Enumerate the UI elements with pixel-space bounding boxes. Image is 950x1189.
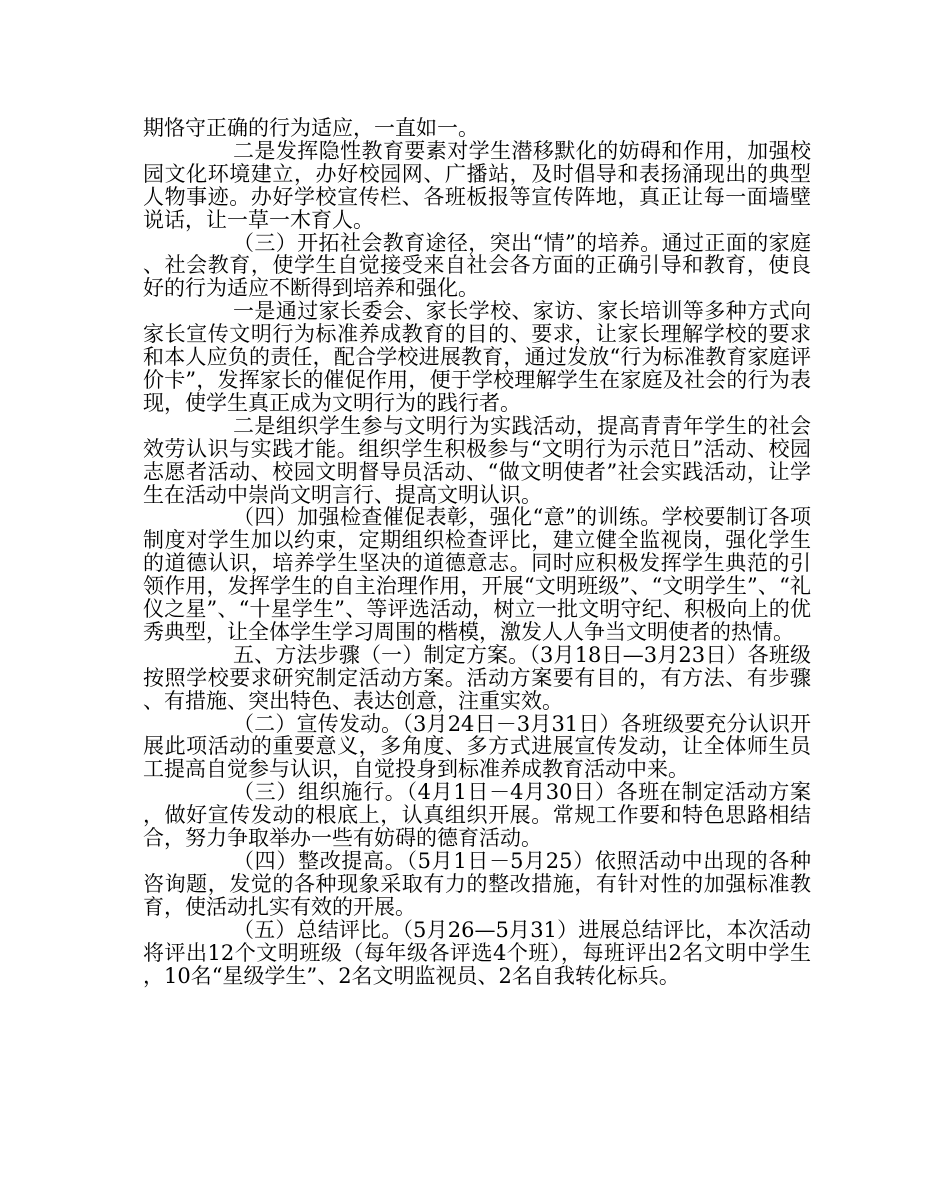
paragraph-practice-activities: 二是组织学生参与文明行为实践活动，提高青青年学生的社会效劳认识与实践才能。组织学生积极参与“文明行为示范日”活动、校园志愿者活动、校园文明督导员活动、“做文明使者”社会实践活动，让学生在活动中崇尚文明言行、提高文明认识。	[143, 413, 811, 507]
paragraph-continuation: 期恪守正确的行为适应，一直如一。	[143, 116, 479, 140]
paragraph-social-education: （三）开拓社会教育途径，突出“情”的培养。通过正面的家庭、社会教育，使学生自觉接受来自社会各方面的正确引导和教育，使良好的行为适应不断得到培养和强化。	[143, 230, 811, 301]
paragraph-inspection-commendation: （四）加强检查催促表彰，强化“意”的训练。学校要制订各项制度对学生加以约束，定期组织检查评比，建立健全监视岗，强化学生的道德认识，培养学生坚决的道德意志。同时应积极发挥学生典范的引领作用，发挥学生的自主治理作用，开展“文明班级”、“文明学生”、“礼仪之星”、“十星学生”、等评选活动，树立一批文明守纪、积极向上的优秀典型，让全体学生学习周围的楷模，激发人人争当文明使者的热情。	[143, 505, 811, 644]
paragraph-step-rectification: （四）整改提高。（5月1日－5月25）依照活动中出现的各种咨询题，发觉的各种现象采取有力的整改措施，有针对性的加强标准教育，使活动扎实有效的开展。	[143, 849, 811, 919]
paragraph-hidden-education: 二是发挥隐性教育要素对学生潜移默化的妨碍和作用，加强校园文化环境建立，办好校园网、广播站，及时倡导和表扬涌现出的典型人物事迹。办好学校宣传栏、各班板报等宣传阵地，真正让每一面墙壁说话，让一草一木育人。	[143, 138, 811, 232]
paragraph-parent-committee: 一是通过家长委会、家长学校、家访、家长培训等多种方式向家长宣传文明行为标准养成教育的目的、要求，让家长理解学校的要求和本人应负的责任，配合学校进展教育，通过发放“行为标准教育家庭评价卡”，发挥家长的催促作用，便于学校理解学生在家庭及社会的行为表现，使学生真正成为文明行为的践行者。	[143, 299, 811, 415]
paragraph-step-publicity: （二）宣传发动。（3月24日－3月31日）各班级要充分认识开展此项活动的重要意义，多角度、多方式进展宣传发动，让全体师生员工提高自觉参与认识，自觉投身到标准养成教育活动中来。	[143, 711, 811, 782]
paragraph-step-implementation: （三）组织施行。（4月1日－4月30日）各班在制定活动方案，做好宣传发动的根底上，认真组织开展。常规工作要和特色思路相结合，努力争取举办一些有妨碍的德育活动。	[143, 780, 811, 851]
paragraph-step-plan: 五、方法步骤（一）制定方案。（3月18日—3月23日）各班级按照学校要求研究制定活动方案。活动方案要有目的，有方法、有步骤、有措施、突出特色、表达创意，注重实效。	[143, 642, 811, 713]
document-page	[143, 117, 811, 987]
paragraph-step-summary: （五）总结评比。（5月26—5月31）进展总结评比，本次活动将评出12个文明班级（每年级各评选4个班），每班评出2名文明中学生，10名“星级学生”、2名文明监视员、2名自我转化标兵。	[143, 917, 811, 988]
